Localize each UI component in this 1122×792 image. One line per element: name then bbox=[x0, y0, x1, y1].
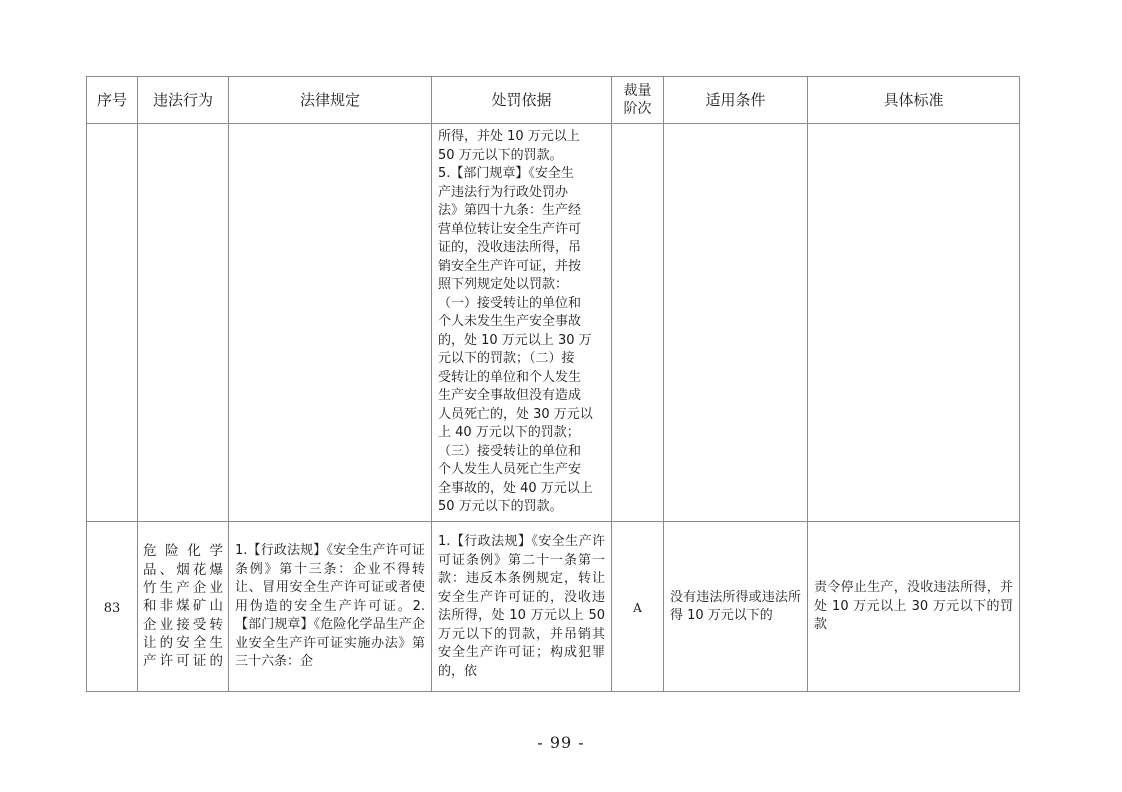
row-83-seq-text: 83 bbox=[103, 601, 121, 616]
header-level bbox=[612, 77, 664, 124]
header-level-text: 裁量阶次 bbox=[623, 83, 652, 117]
header-penalty-basis: 处罚依据 bbox=[432, 77, 612, 124]
penalty-table bbox=[86, 76, 1020, 692]
row-83-legal bbox=[229, 522, 432, 692]
cont-level-cell bbox=[612, 124, 664, 522]
row-83-standard-text: 责令停止生产，没收违法所得，并处 10 万元以上 30 万元以下的罚款 bbox=[814, 580, 1013, 633]
cont-seq-cell bbox=[87, 124, 138, 522]
table-row bbox=[87, 522, 1020, 692]
page-number: - 99 - bbox=[537, 733, 585, 752]
cont-basis-cell bbox=[432, 124, 612, 522]
cont-basis-line: 证的，没收违法所得，吊 bbox=[438, 240, 582, 256]
table-header-row bbox=[87, 77, 1020, 124]
cont-standard-cell bbox=[808, 124, 1020, 522]
cont-basis-line: 个人发生人员死亡生产安 bbox=[438, 462, 582, 478]
cont-legal-cell bbox=[229, 124, 432, 522]
row-83-condition-text: 没有违法所得或违法所得 10 万元以下的 bbox=[670, 589, 801, 623]
row-83-condition bbox=[664, 522, 808, 692]
row-83-standard bbox=[808, 522, 1020, 692]
row-83-seq bbox=[87, 522, 138, 692]
table-row bbox=[87, 124, 1020, 522]
cont-violation-cell bbox=[138, 124, 229, 522]
cont-basis-line: 法》第四十九条：生产经 bbox=[438, 203, 582, 219]
cont-basis-line: 受转让的单位和个人发生 bbox=[438, 369, 582, 385]
cont-basis-line: 产违法行为行政处罚办 bbox=[438, 184, 569, 200]
cont-basis-line: 全事故的，处 40 万元以上 bbox=[438, 480, 593, 496]
cont-basis-line: （三）接受转让的单位和 bbox=[438, 443, 582, 459]
header-condition: 适用条件 bbox=[664, 77, 808, 124]
row-83-violation bbox=[138, 522, 229, 692]
cont-basis-line: 人员死亡的，处 30 万元以 bbox=[438, 406, 593, 422]
row-83-legal-text: 1.【行政法规】《安全生产许可证条例》第十三条：企业不得转让、冒用安全生产许可证或者使用伪造的安全生产许可证。2.【部门规章】《危险化学品生产企业安全生产许可证实施办法》第三十六条：企 bbox=[235, 543, 425, 670]
row-83-basis-text: 1.【行政法规】《安全生产许可证条例》第二十一条第一款：违反本条例规定，转让安全生产许可证的，没收违法所得，处 10 万元以上 50 万元以下的罚款，并吊销其安全生产许可证；构成犯罪的，依 bbox=[438, 534, 605, 679]
cont-basis-line: 销安全生产许可证，并按 bbox=[438, 258, 582, 274]
row-83-level bbox=[612, 522, 664, 692]
cont-basis-line: 个人未发生生产安全事故 bbox=[438, 314, 582, 330]
header-seq: 序号 bbox=[87, 77, 138, 124]
cont-basis-line: 生产安全事故但没有造成 bbox=[438, 388, 582, 404]
cont-condition-cell bbox=[664, 124, 808, 522]
cont-basis-line: 上 40 万元以下的罚款； bbox=[438, 425, 580, 441]
cont-basis-line: （一）接受转让的单位和 bbox=[438, 295, 582, 311]
cont-basis-line: 5.【部门规章】《安全生 bbox=[438, 166, 574, 182]
cont-basis-line: 50 万元以下的罚款。 bbox=[438, 147, 563, 163]
row-83-basis bbox=[432, 522, 612, 692]
cont-basis-line: 50 万元以下的罚款。 bbox=[438, 499, 563, 515]
cont-basis-line: 所得，并处 10 万元以上 bbox=[438, 129, 580, 145]
row-83-violation-text: 危险化学品、烟花爆竹生产企业和非煤矿山企业接受转让的安全生产许可证的 bbox=[143, 543, 223, 670]
cont-basis-line: 照下列规定处以罚款： bbox=[438, 277, 569, 293]
cont-basis-line: 元以下的罚款；（二）接 bbox=[438, 351, 575, 367]
row-83-level-text: A bbox=[633, 601, 642, 615]
header-standard: 具体标准 bbox=[808, 77, 1020, 124]
header-legal-provision: 法律规定 bbox=[229, 77, 432, 124]
cont-basis-line: 营单位转让安全生产许可 bbox=[438, 221, 582, 237]
cont-basis-line: 的，处 10 万元以上 30 万 bbox=[438, 332, 592, 348]
cont-basis-text bbox=[432, 128, 611, 517]
header-violation: 违法行为 bbox=[138, 77, 229, 124]
